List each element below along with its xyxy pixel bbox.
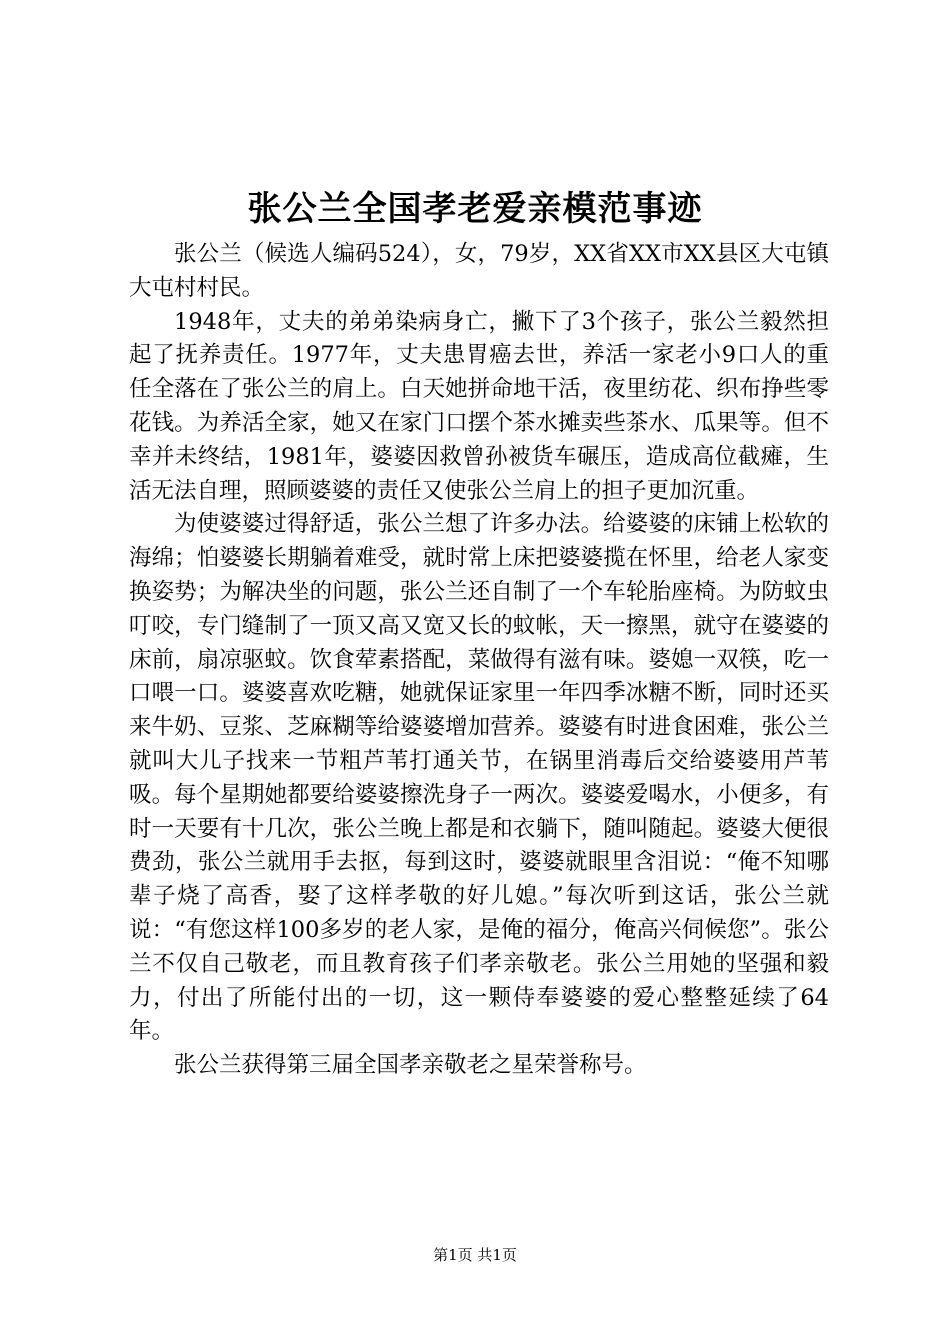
document-title: 张公兰全国孝老爱亲模范事迹 xyxy=(247,189,703,229)
paragraph-caring-details: 为使婆婆过得舒适，张公兰想了许多办法。给婆婆的床铺上松软的海绵；怕婆婆长期躺着难受，就时常上床把婆婆揽在怀里，给老人家变换姿势；为解决坐的问题，张公兰还自制了一个车轮胎座椅。为防蚊虫叮咬，专门缝制了一顶又高又宽又长的蚊帐，天一擦黑，就守在婆婆的床前，扇凉驱蚊。饮食荤素搭配，菜做得有滋有味。婆媳一双筷，吃一口喂一口。婆婆喜欢吃糖，她就保证家里一年四季冰糖不断，同时还买来牛奶、豆浆、芝麻糊等给婆婆增加营养。婆婆有时进食困难，张公兰就叫大儿子找来一节粗芦苇打通关节，在锅里消毒后交给婆婆用芦苇吸。每个星期她都要给婆婆擦洗身子一两次。婆婆爱喝水，小便多，有时一天要有十几次，张公兰晚上都是和衣躺下，随叫随起。婆婆大便很费劲，张公兰就用手去抠，每到这时，婆婆就眼里含泪说：“俺不知哪辈子烧了高香，娶了这样孝敬的好儿媳。”每次听到这话，张公兰就说：“有您这样100多岁的老人家，是俺的福分，俺高兴伺候您”。张公兰不仅自己敬老，而且教育孩子们孝亲敬老。张公兰用她的坚强和毅力，付出了所能付出的一切，这一颗侍奉婆婆的爱心整整延续了64年。 xyxy=(129,511,829,1045)
paragraph-family-burden: 1948年，丈夫的弟弟染病身亡，撇下了3个孩子，张公兰毅然担起了抚养责任。1977年，丈夫患胃癌去世，养活一家老小9口人的重任全落在了张公兰的肩上。白天她拼命地干活，夜里纺花、织布挣些零花钱。为养活全家，她又在家门口摆个茶水摊卖些茶水、瓜果等。但不幸并未终结，1981年，婆婆因救曾孙被货车碾压，造成高位截瘫，生活无法自理，照顾婆婆的责任又使张公兰肩上的担子更加沉重。 xyxy=(129,308,829,504)
document-body xyxy=(129,238,829,1083)
paragraph-candidate-info: 张公兰（候选人编码524），女，79岁，XX省XX市XX县区大屯镇大屯村村民。 xyxy=(129,241,829,301)
page-number-footer: 第1页 共1页 xyxy=(433,1246,517,1264)
paragraph-honor: 张公兰获得第三届全国孝亲敬老之星荣誉称号。 xyxy=(174,1052,647,1079)
